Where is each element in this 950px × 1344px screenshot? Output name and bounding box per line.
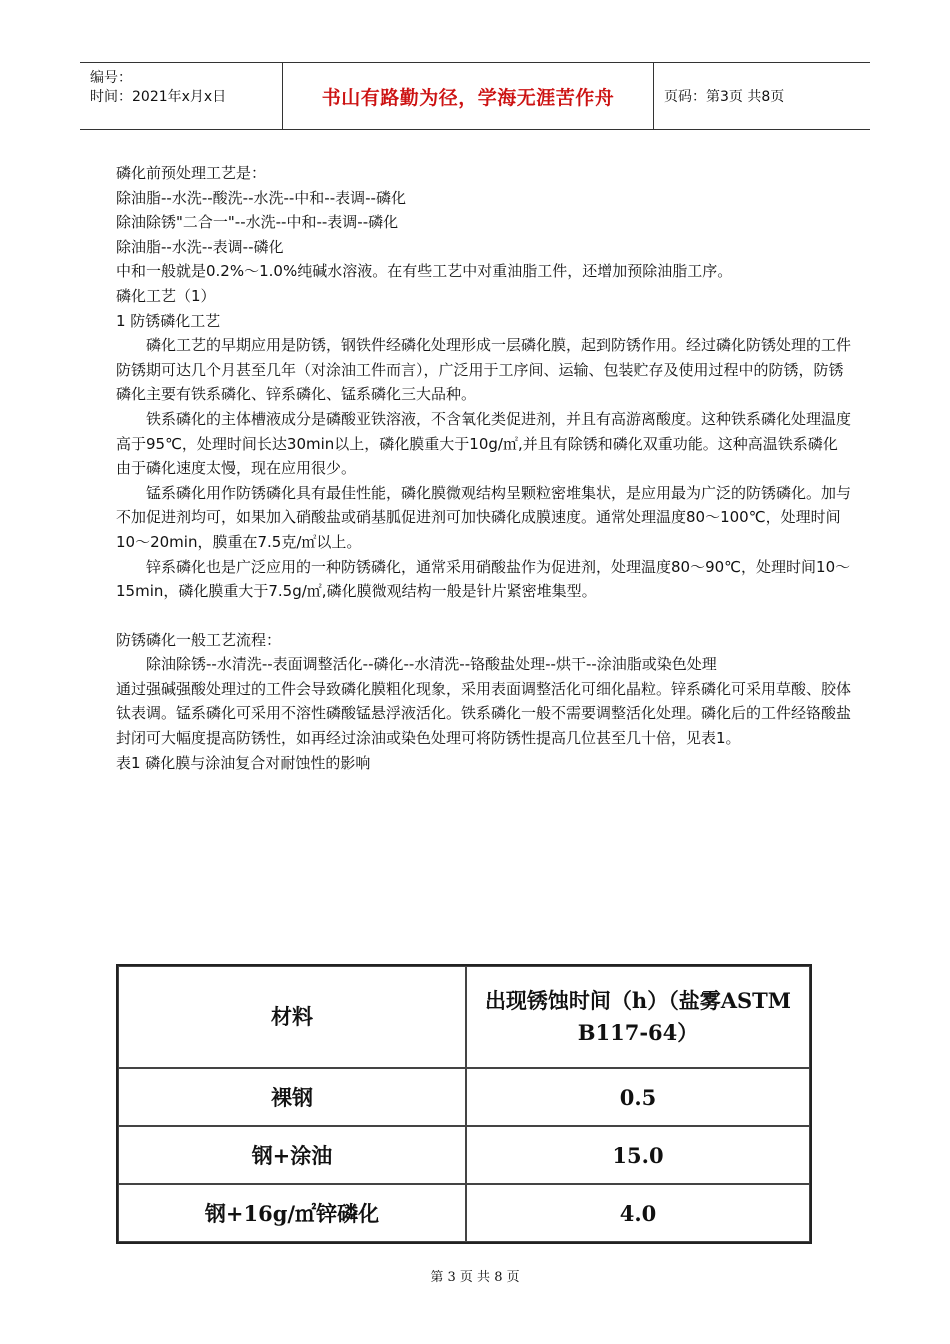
general-flow-steps: 除油除锈--水清洗--表面调整活化--磷化--水清洗--铬酸盐处理--烘干--涂油脂或染色处理 [146, 655, 717, 674]
table-row [118, 1184, 810, 1242]
table-cell: 0.5 [466, 1068, 810, 1126]
header-meta [80, 63, 282, 129]
table-cell: 裸钢 [118, 1068, 466, 1126]
table-cell: 15.0 [466, 1126, 810, 1184]
paragraph-surface-activation: 通过强碱强酸处理过的工件会导致磷化膜粗化现象，采用表面调整活化可细化晶粒。锌系磷化可采用草酸、胶体钛表调。锰系磷化可采用不溶性磷酸锰悬浮液活化。铁系磷化一般不需要调整活化处理。磷化后的工件经铬酸盐封闭可大幅度提高防锈性，如再经过涂油或染色处理可将防锈性提高几位甚至几十倍，见表1。 [116, 679, 852, 748]
corrosion-resistance-table [116, 964, 812, 1244]
table-cell: 4.0 [466, 1184, 810, 1242]
document-date-label: 时间：2021年x月x日 [90, 89, 227, 105]
page-header [80, 62, 870, 130]
paragraph-zinc-phosphating: 锌系磷化也是广泛应用的一种防锈磷化，通常采用硝酸盐作为促进剂，处理温度80～90℃，处理时间10～15min，磷化膜重大于7.5g/㎡,磷化膜微观结构一般是针片紧密堆集型。 [116, 557, 851, 601]
table-row [118, 1126, 810, 1184]
pretreatment-title: 磷化前预处理工艺是： [116, 164, 267, 182]
header-page-number: 页码：第3页 共8页 [664, 89, 785, 105]
paragraph-rust-prevention: 磷化工艺的早期应用是防锈，钢铁件经磷化处理形成一层磷化膜，起到防锈作用。经过磷化防锈处理的工件防锈期可达几个月甚至几年（对涂油工件而言），广泛用于工序间、运输、包装贮存及使用过程中的防锈，防锈磷化主要有铁系磷化、锌系磷化、锰系磷化三大品种。 [116, 336, 852, 404]
process-flow-1: 除油脂--水洗--酸洗--水洗--中和--表调--磷化 [116, 188, 406, 207]
header-motto: 书山有路勤为径，学海无涯苦作舟 [282, 63, 654, 129]
paragraph-manganese-phosphating: 锰系磷化用作防锈磷化具有最佳性能，磷化膜微观结构呈颗粒密堆集状，是应用最为广泛的防锈磷化。加与不加促进剂均可，如果加入硝酸盐或硝基胍促进剂可加快磷化成膜速度。通常处理温度80～100℃，处理时间10～20min，膜重在7.5克/㎡以上。 [116, 483, 852, 551]
neutralization-paragraph: 中和一般就是0.2%～1.0%纯碱水溶液。在有些工艺中对重油脂工件，还增加预除油脂工序。 [116, 262, 733, 281]
document-number-label: 编号： [90, 70, 132, 86]
page-footer: 第 3 页 共 8 页 [430, 1270, 520, 1285]
general-flow-title: 防锈磷化一般工艺流程： [116, 630, 282, 649]
process-flow-2: 除油除锈"二合一"--水洗--中和--表调--磷化 [116, 213, 399, 232]
table-row [118, 1068, 810, 1126]
spacer [116, 604, 851, 628]
section-1-title: 1 防锈磷化工艺 [116, 311, 221, 330]
process-flow-3: 除油脂--水洗--表调--磷化 [116, 237, 284, 256]
document-body [116, 161, 851, 775]
table-cell: 钢+涂油 [118, 1126, 466, 1184]
table-header-cell: 出现锈蚀时间（h）（盐雾ASTM B117-64） [466, 966, 810, 1068]
table-header-cell: 材料 [118, 966, 466, 1068]
table-caption: 表1 磷化膜与涂油复合对耐蚀性的影响 [116, 753, 371, 772]
table-header-row [118, 966, 810, 1068]
paragraph-iron-phosphating: 铁系磷化的主体槽液成分是磷酸亚铁溶液，不含氧化类促进剂，并且有高游离酸度。这种铁系磷化处理温度高于95℃，处理时间长达30min以上，磷化膜重大于10g/㎡,并且有除锈和磷化双重功能。这种高温铁系磷化由于磷化速度太慢，现在应用很少。 [116, 409, 852, 478]
table-cell: 钢+16g/㎡锌磷化 [118, 1184, 466, 1242]
phosphating-process-title: 磷化工艺（1） [116, 286, 216, 305]
